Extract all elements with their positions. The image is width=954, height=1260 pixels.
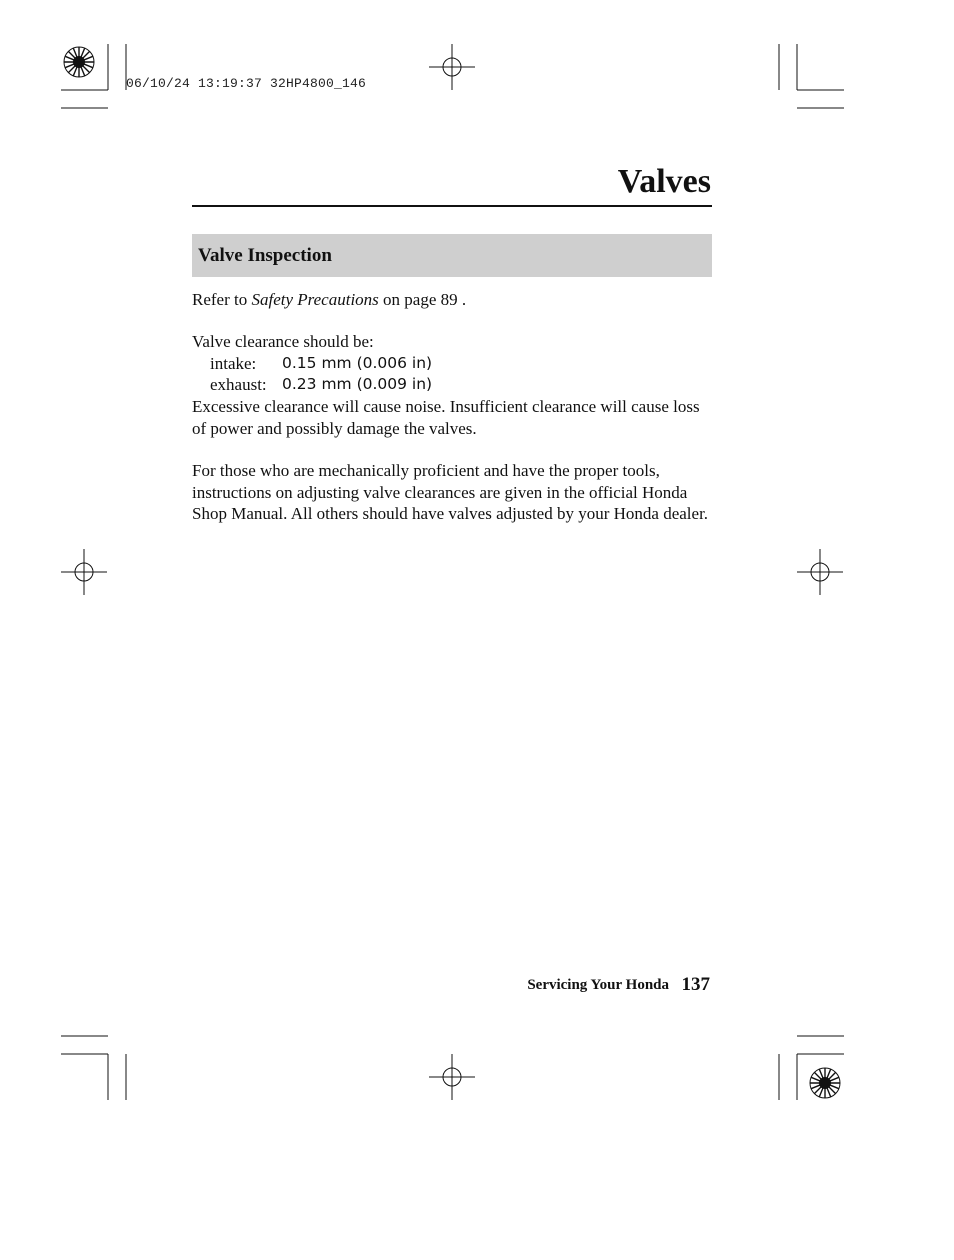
spec-row-intake — [210, 353, 433, 375]
refer-prefix: Refer to — [192, 290, 252, 309]
title-divider — [192, 205, 712, 207]
footer-page-number: 137 — [681, 974, 710, 995]
footer-section-name: Servicing Your Honda — [527, 977, 669, 993]
shop-manual-paragraph: For those who are mechanically proficient and have the proper tools, instructions on adjusting valve clearances are given in the official Honda Shop Manual. All others should have valves adjusted by your Honda dealer. — [192, 461, 709, 523]
spec-value: 0.23 mm (0.009 in) — [282, 375, 433, 393]
page-title: Valves — [617, 163, 711, 200]
section-heading: Valve Inspection — [198, 245, 332, 266]
spec-row-exhaust — [210, 374, 433, 396]
print-timestamp: 06/10/24 13:19:37 32HP4800_146 — [126, 76, 367, 91]
refer-page-number[interactable]: 89 — [440, 290, 458, 309]
safety-precautions-link[interactable]: Safety Precautions — [251, 290, 379, 309]
refer-paragraph — [192, 289, 712, 311]
clearance-intro: Valve clearance should be: — [192, 332, 374, 351]
spec-label: exhaust: — [210, 375, 267, 394]
spec-label: intake: — [210, 354, 257, 373]
spec-value: 0.15 mm (0.006 in) — [282, 354, 433, 372]
refer-middle: on page — [378, 290, 441, 309]
section-header-box — [192, 234, 712, 277]
refer-suffix: . — [457, 290, 467, 309]
clearance-effects-paragraph: Excessive clearance will cause noise. Insufficient clearance will cause loss of power and possibly damage the valves. — [192, 397, 700, 438]
